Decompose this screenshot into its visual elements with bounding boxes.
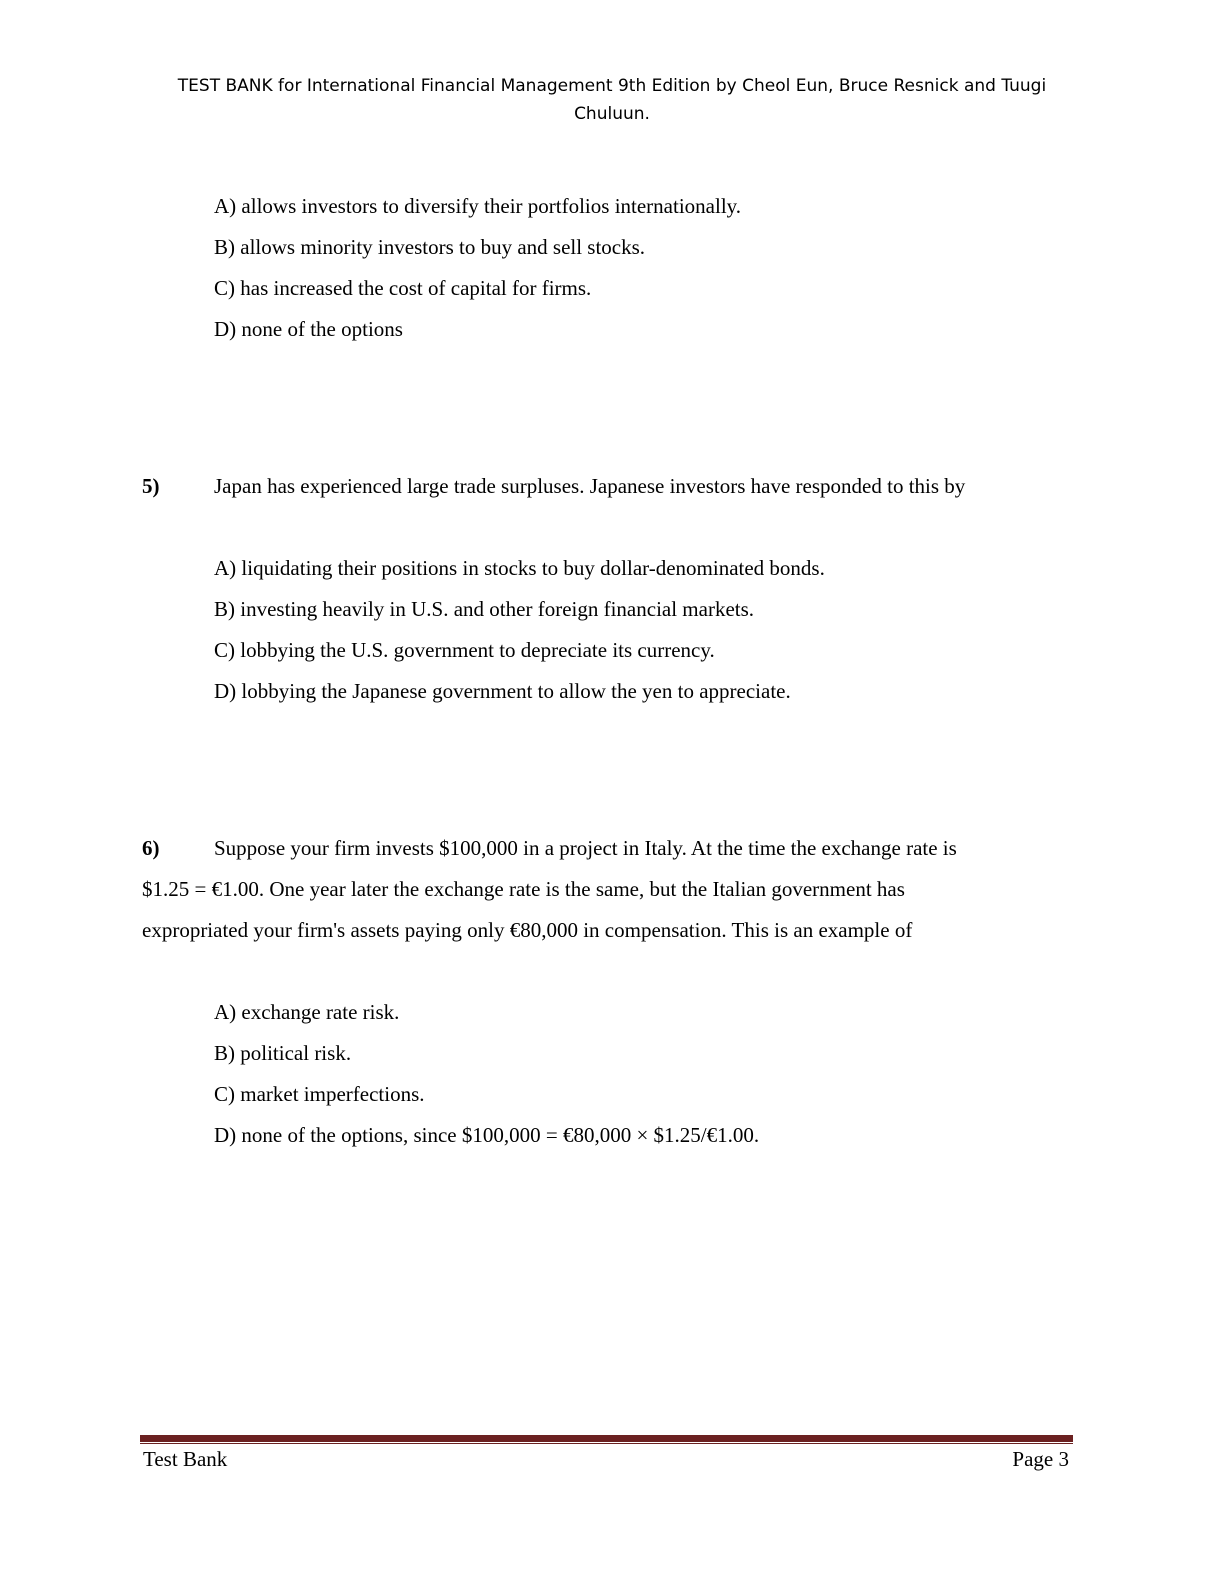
option-b: B) political risk.: [214, 1041, 352, 1065]
option-c: C) has increased the cost of capital for firms.: [214, 276, 592, 300]
option-d: D) none of the options: [214, 317, 403, 341]
option-c: C) lobbying the U.S. government to depreciate its currency.: [214, 638, 715, 662]
question-number: 6): [142, 836, 160, 860]
page-number: Page 3: [1012, 1447, 1069, 1471]
option-b: B) allows minority investors to buy and sell stocks.: [214, 235, 646, 259]
option-c: C) market imperfections.: [214, 1082, 425, 1106]
option-d: D) none of the options, since $100,000 = €80,000 × $1.25/€1.00.: [214, 1123, 760, 1147]
question-text-line-3: expropriated your firm's assets paying only €80,000 in compensation. This is an example of: [142, 918, 913, 942]
option-a: A) liquidating their positions in stocks to buy dollar-denominated bonds.: [214, 556, 825, 580]
question-text: Japan has experienced large trade surpluses. Japanese investors have responded to this by: [214, 474, 966, 498]
header-line-1: TEST BANK for International Financial Management 9th Edition by Cheol Eun, Bruce Resnick and Tuugi: [177, 76, 1047, 96]
footer-rule-thin: [140, 1443, 1073, 1444]
question-text-line-1: Suppose your firm invests $100,000 in a project in Italy. At the time the exchange rate is: [214, 836, 957, 860]
footer-rule: [140, 1435, 1073, 1442]
option-a: A) allows investors to diversify their portfolios internationally.: [214, 194, 742, 218]
footer-label: Test Bank: [143, 1447, 228, 1471]
question-text-line-2: $1.25 = €1.00. One year later the exchange rate is the same, but the Italian government has: [142, 877, 905, 901]
header-line-2: Chuluun.: [574, 104, 650, 124]
page-header: [130, 72, 1094, 128]
option-b: B) investing heavily in U.S. and other foreign financial markets.: [214, 597, 755, 621]
option-d: D) lobbying the Japanese government to allow the yen to appreciate.: [214, 679, 791, 703]
question-number: 5): [142, 474, 160, 498]
option-a: A) exchange rate risk.: [214, 1000, 400, 1024]
